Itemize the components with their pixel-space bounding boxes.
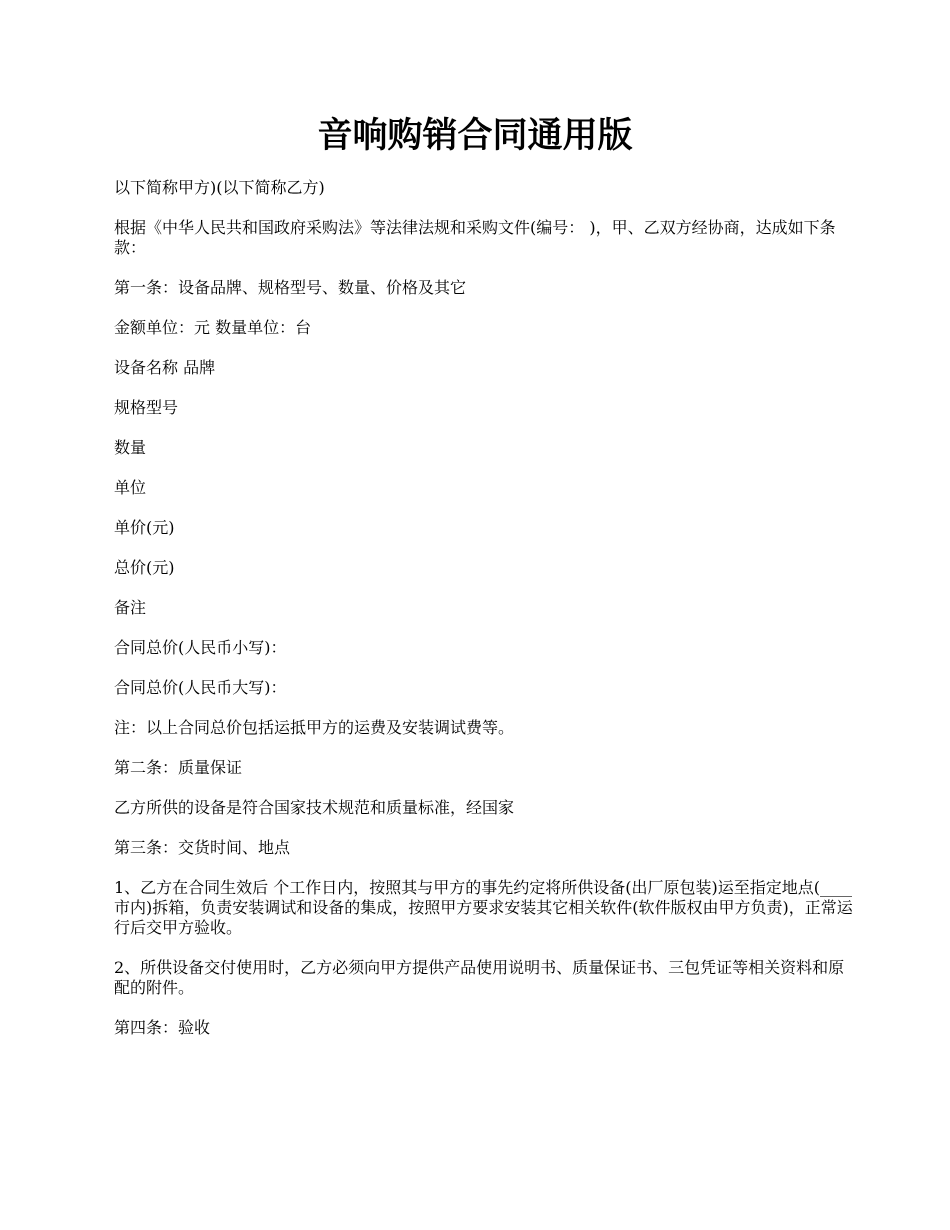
units-line: 金额单位：元 数量单位：台 <box>114 318 312 337</box>
total-lowercase-line: 合同总价(人民币小写)： <box>114 638 287 657</box>
article-2-heading: 第二条：质量保证 <box>114 758 243 777</box>
delivery-clause-1: 1、乙方在合同生效后 个工作日内，按照其与甲方的事先约定将所供设备(出厂原包装)运至指定地点(____市内)拆箱，负责安装调试和设备的集成，按照甲方要求安装其它相关软件(软件版权由甲方负责)，正常运行后交甲方验收。 <box>114 878 853 937</box>
article-4-heading: 第四条：验收 <box>114 1018 211 1037</box>
preamble-paragraph: 根据《中华人民共和国政府采购法》等法律法规和采购文件(编号： )，甲、乙双方经协商，达成如下条款： <box>114 218 836 257</box>
equipment-name-brand-line: 设备名称 品牌 <box>114 358 216 377</box>
document-body <box>114 178 854 1058</box>
price-note-paragraph: 注：以上合同总价包括运抵甲方的运费及安装调试费等。 <box>114 718 515 737</box>
total-uppercase-line: 合同总价(人民币大写)： <box>114 678 287 697</box>
model-line: 规格型号 <box>114 398 179 417</box>
quality-paragraph: 乙方所供的设备是符合国家技术规范和质量标准，经国家 <box>114 798 515 817</box>
total-price-line: 总价(元) <box>114 558 175 577</box>
quantity-line: 数量 <box>114 438 147 457</box>
article-3-heading: 第三条：交货时间、地点 <box>114 838 291 857</box>
unit-price-line: 单价(元) <box>114 518 175 537</box>
remarks-line: 备注 <box>114 598 147 617</box>
party-intro-paragraph: 以下简称甲方)(以下简称乙方) <box>114 178 325 197</box>
document-title: 音响购销合同通用版 <box>317 115 633 156</box>
delivery-clause-2: 2、所供设备交付使用时，乙方必须向甲方提供产品使用说明书、质量保证书、三包凭证等相关资料和原配的附件。 <box>114 958 845 997</box>
article-1-heading: 第一条：设备品牌、规格型号、数量、价格及其它 <box>114 278 467 297</box>
unit-line: 单位 <box>114 478 147 497</box>
